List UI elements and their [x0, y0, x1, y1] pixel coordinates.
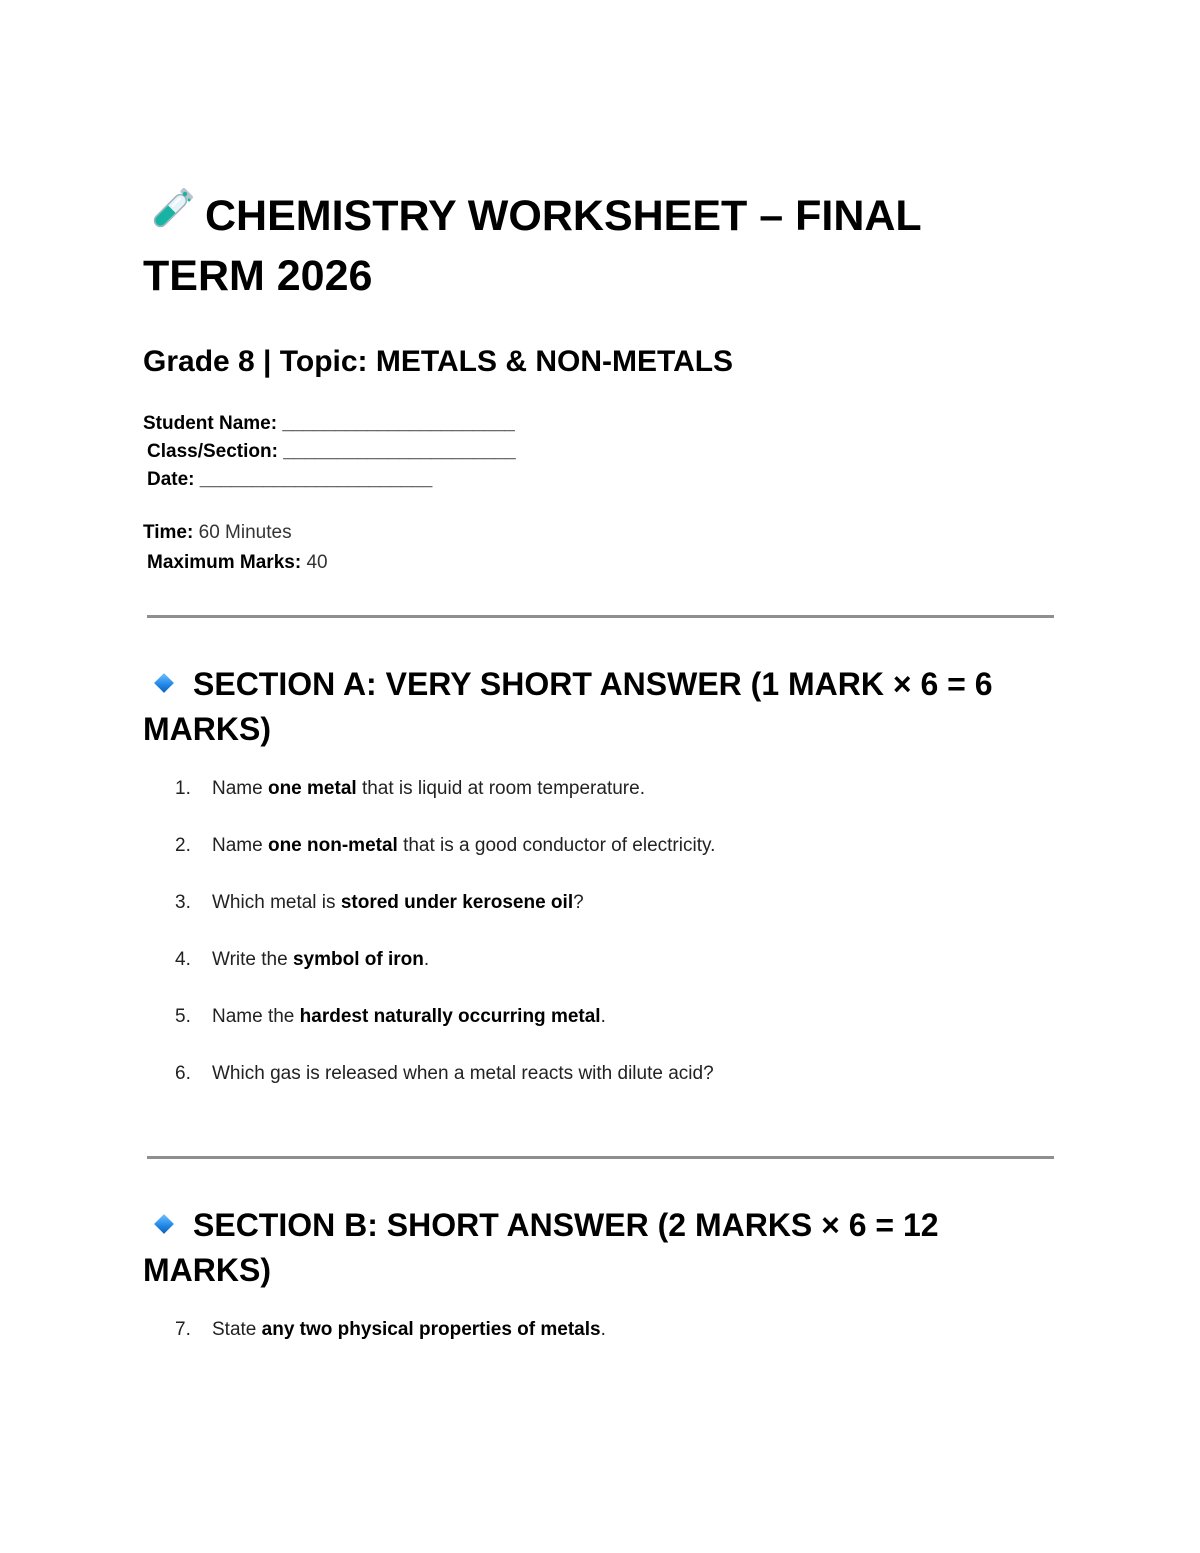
divider	[147, 1156, 1054, 1159]
date-label: Date:	[147, 469, 195, 490]
question-text	[212, 1315, 606, 1345]
question-item	[143, 774, 1043, 831]
question-number: 5.	[175, 1006, 191, 1027]
question-keyword: hardest naturally occurring metal	[299, 1006, 601, 1027]
question-text-end: .	[600, 1006, 606, 1027]
section-a-heading-text: SECTION A: VERY SHORT ANSWER (1 MARK × 6 = 6 MARKS)	[143, 666, 993, 747]
question-item	[143, 831, 1043, 888]
max-marks-value: 40	[306, 552, 328, 573]
question-text-plain: Name the	[212, 1006, 300, 1027]
question-keyword: one metal	[267, 778, 357, 799]
question-text	[212, 945, 429, 975]
question-text-end: that is liquid at room temperature.	[356, 778, 645, 799]
question-text	[212, 1059, 714, 1089]
worksheet-title	[143, 186, 1043, 306]
exam-timing	[143, 518, 328, 578]
question-number: 1.	[175, 778, 191, 799]
time-value: 60 Minutes	[198, 522, 292, 543]
question-keyword: stored under kerosene oil	[340, 892, 574, 913]
date-blank[interactable]: ______________________	[199, 469, 433, 490]
question-text	[212, 774, 645, 804]
question-item	[143, 945, 1043, 1002]
question-text-end: that is a good conductor of electricity.	[397, 835, 716, 856]
class-section-blank[interactable]: ______________________	[283, 441, 516, 462]
divider	[147, 615, 1054, 618]
section-a-heading	[143, 662, 1063, 752]
question-item	[143, 1315, 1043, 1372]
student-name-row	[143, 410, 516, 438]
section-b-questions	[143, 1315, 1043, 1372]
question-text-plain: Which gas is released when a metal reacts with dilute acid?	[212, 1063, 714, 1084]
class-section-row	[143, 438, 516, 466]
student-info-fields	[143, 410, 516, 494]
time-row	[143, 518, 328, 548]
question-item	[143, 1002, 1043, 1059]
question-text-plain: Write the	[212, 949, 293, 970]
question-number: 4.	[175, 949, 191, 970]
section-a-questions	[143, 774, 1043, 1116]
time-label: Time:	[143, 522, 194, 543]
question-number: 6.	[175, 1063, 191, 1084]
max-marks-label: Maximum Marks:	[147, 552, 302, 573]
question-keyword: symbol of iron	[292, 949, 424, 970]
question-text-plain: Name	[212, 778, 268, 799]
question-item	[143, 1059, 1043, 1116]
question-text-plain: State	[212, 1319, 262, 1340]
question-text-end: .	[600, 1319, 606, 1340]
worksheet-subtitle: Grade 8 | Topic: METALS & NON-METALS	[143, 345, 734, 378]
max-marks-row	[143, 548, 328, 578]
question-text	[212, 888, 584, 918]
question-keyword: one non-metal	[267, 835, 398, 856]
test-tube-icon	[143, 188, 195, 236]
question-text-plain: Which metal is	[212, 892, 341, 913]
student-name-blank[interactable]: ______________________	[282, 413, 515, 434]
date-row	[143, 466, 516, 494]
blue-diamond-icon	[154, 1214, 174, 1234]
blue-diamond-icon	[154, 673, 174, 693]
question-text-end: ?	[573, 892, 584, 913]
section-b-heading	[143, 1203, 1063, 1293]
question-text	[212, 1002, 606, 1032]
title-text: CHEMISTRY WORKSHEET – FINAL TERM 2026	[143, 192, 921, 300]
question-keyword: any two physical properties of metals	[261, 1319, 601, 1340]
question-number: 3.	[175, 892, 191, 913]
student-name-label: Student Name:	[143, 413, 278, 434]
question-text-end: .	[423, 949, 430, 970]
question-number: 2.	[175, 835, 191, 856]
section-b-heading-text: SECTION B: SHORT ANSWER (2 MARKS × 6 = 12 MARKS)	[143, 1207, 939, 1288]
question-text-plain: Name	[212, 835, 268, 856]
question-item	[143, 888, 1043, 945]
question-number: 7.	[175, 1319, 191, 1340]
class-section-label: Class/Section:	[147, 441, 278, 462]
question-text	[212, 831, 715, 861]
